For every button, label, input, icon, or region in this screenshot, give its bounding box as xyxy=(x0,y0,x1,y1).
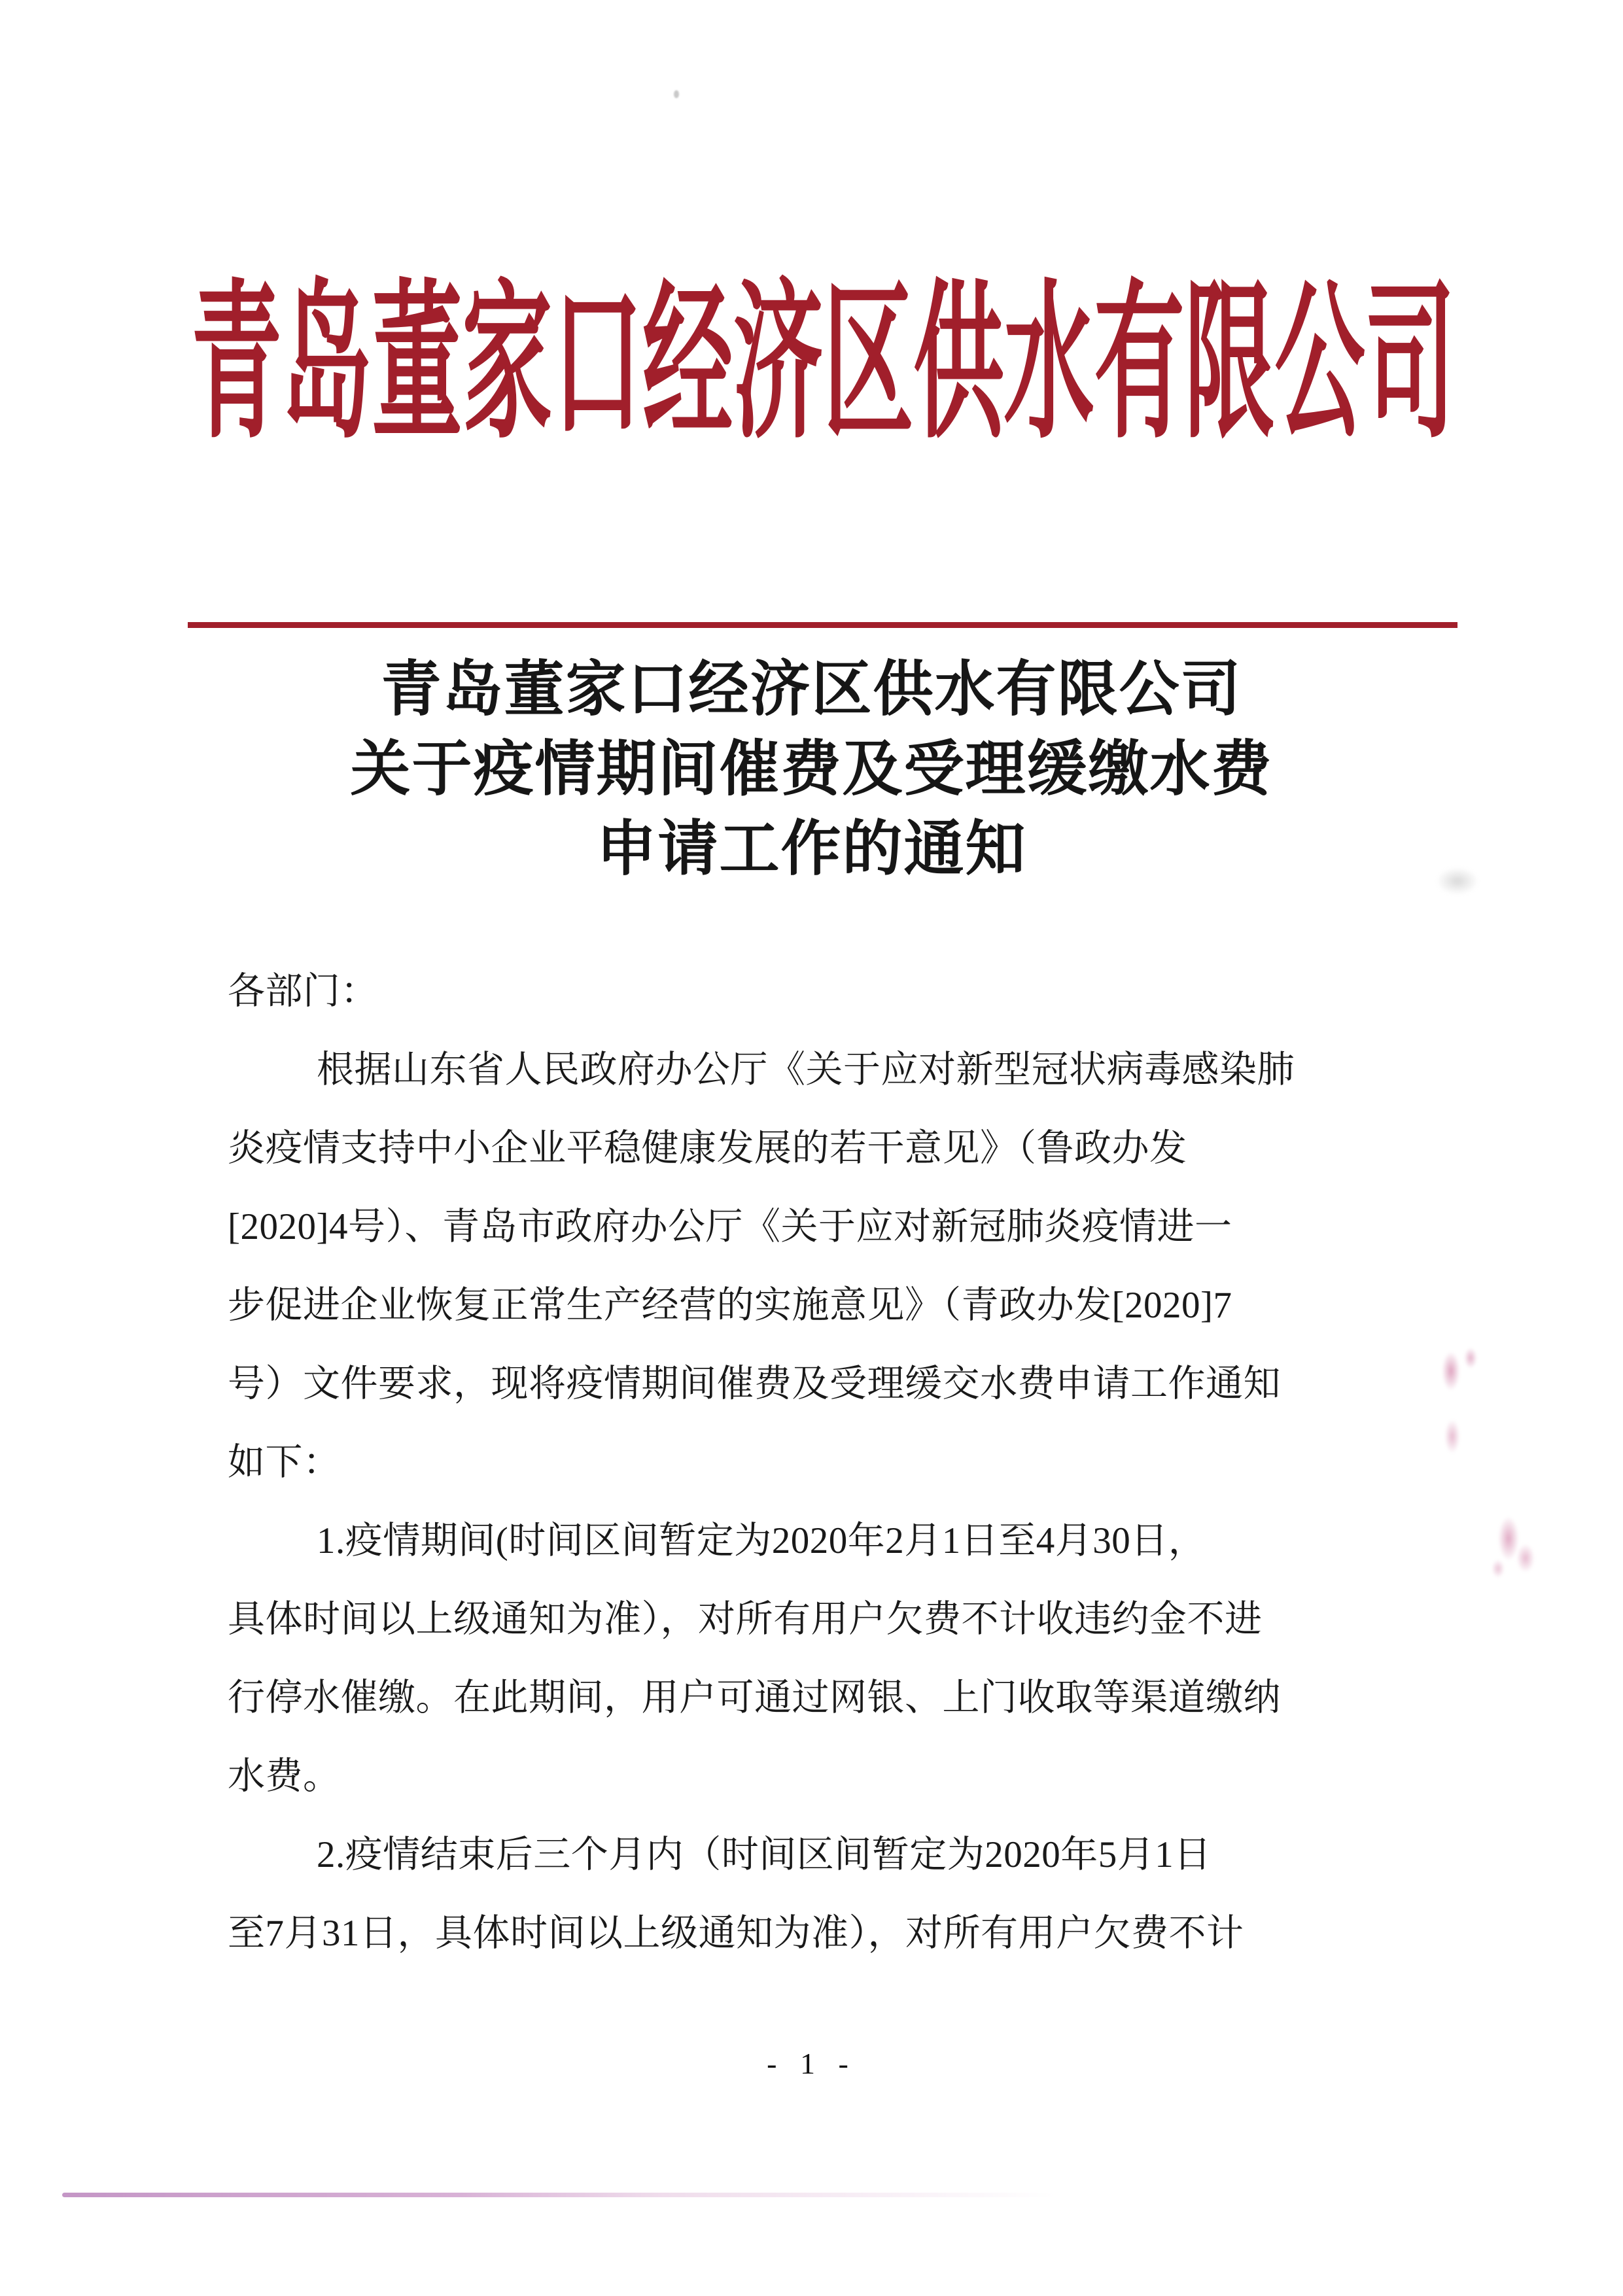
body-line: 行停水催缴。在此期间，用户可通过网银、上门收取等渠道缴纳 xyxy=(228,1677,1281,1718)
title-line-2: 关于疫情期间催费及受理缓缴水费 xyxy=(350,736,1273,803)
body-line: 至7月31日，具体时间以上级通知为准），对所有用户欠费不计 xyxy=(228,1913,1244,1954)
body-line-item-2: 2.疫情结束后三个月内（时间区间暂定为2020年5月1日 xyxy=(317,1834,1212,1875)
pink-scan-line-artifact xyxy=(62,2193,1056,2197)
title-line-1: 青岛董家口经济区供水有限公司 xyxy=(381,656,1242,723)
title-line-3: 申请工作的通知 xyxy=(596,816,1027,882)
dust-speck-artifact xyxy=(674,90,679,98)
body-line: [2020]4号）、青岛市政府办公厅《关于应对新冠肺炎疫情进一 xyxy=(228,1206,1232,1247)
body-line-greeting: 各部门： xyxy=(228,971,378,1012)
pink-smudge-artifact-1 xyxy=(1442,1345,1492,1470)
gray-smudge-artifact xyxy=(1437,867,1478,895)
body-line: 步促进企业恢复正常生产经营的实施意见》（青政办发[2020]7 xyxy=(228,1285,1232,1326)
body-line: 水费。 xyxy=(228,1756,341,1797)
red-divider-line xyxy=(188,622,1457,628)
pink-smudge-artifact-2 xyxy=(1490,1512,1543,1578)
document-title xyxy=(0,650,1623,889)
body-line: 如下： xyxy=(228,1442,341,1483)
body-line: 炎疫情支持中小企业平稳健康发展的若干意见》（鲁政办发 xyxy=(228,1128,1187,1169)
body-line: 根据山东省人民政府办公厅《关于应对新型冠状病毒感染肺 xyxy=(317,1049,1295,1090)
letterhead xyxy=(0,270,1623,459)
body-line: 号）文件要求，现将疫情期间催费及受理缓交水费申请工作通知 xyxy=(228,1363,1281,1404)
page-number: - 1 - xyxy=(767,2047,856,2080)
letterhead-company-name: 青岛董家口经济区供水有限公司 xyxy=(191,270,1456,459)
body-line-item-1: 1.疫情期间(时间区间暂定为2020年2月1日至4月30日， xyxy=(317,1520,1206,1561)
body-line: 具体时间以上级通知为准），对所有用户欠费不计收违约金不进 xyxy=(228,1599,1263,1640)
